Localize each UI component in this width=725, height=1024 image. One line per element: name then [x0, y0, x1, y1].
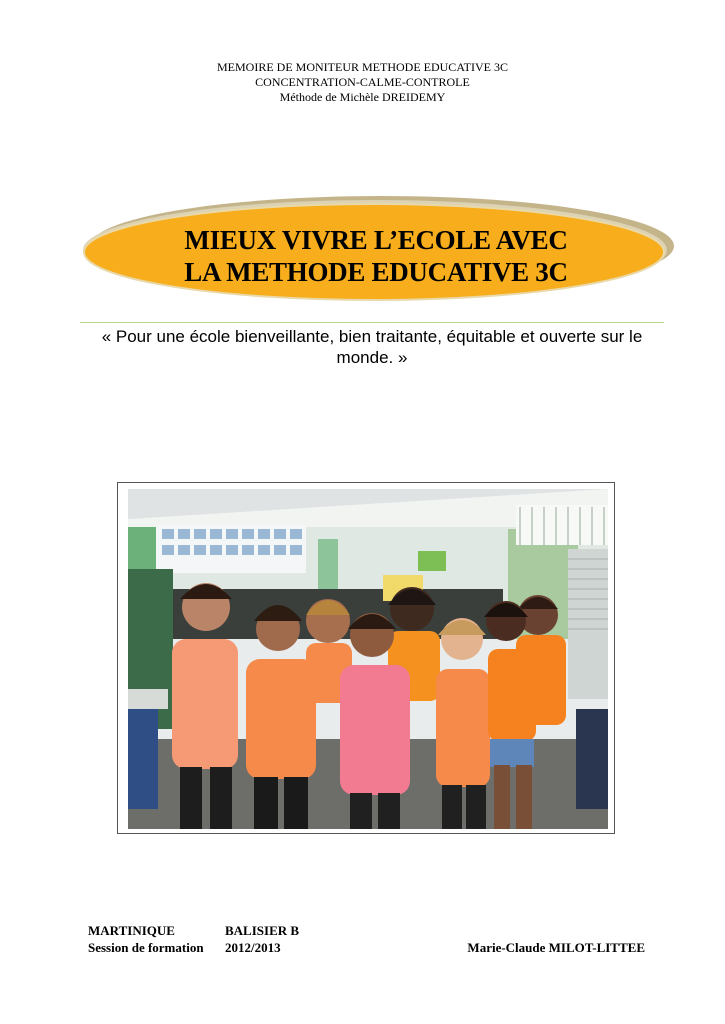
- footer-author: Marie-Claude MILOT-LITTEE: [467, 940, 645, 955]
- footer-years: 2012/2013: [225, 940, 281, 955]
- title-banner: [70, 188, 682, 308]
- footer-place: MARTINIQUE: [88, 923, 175, 938]
- footer-school: BALISIER B: [225, 923, 300, 938]
- photo-frame: [117, 482, 615, 834]
- motto-quote: « Pour une école bienveillante, bien traitante, équitable et ouverte sur le monde. »: [101, 327, 643, 367]
- document-title: [70, 224, 682, 288]
- header-line-memoire: MEMOIRE DE MONITEUR METHODE EDUCATIVE 3C: [217, 60, 508, 74]
- title-line-1: MIEUX VIVRE L’ECOLE AVEC: [184, 225, 568, 255]
- class-photo: [128, 489, 608, 829]
- title-line-2: LA METHODE EDUCATIVE 3C: [184, 257, 568, 287]
- children-group-photo: [128, 489, 608, 829]
- green-divider: [80, 322, 664, 323]
- header-line-concentration: CONCENTRATION-CALME-CONTROLE: [255, 75, 470, 89]
- footer-session-label: Session de formation: [88, 940, 204, 955]
- document-header: [0, 60, 725, 105]
- header-line-methode: Méthode de Michèle DREIDEMY: [279, 90, 446, 104]
